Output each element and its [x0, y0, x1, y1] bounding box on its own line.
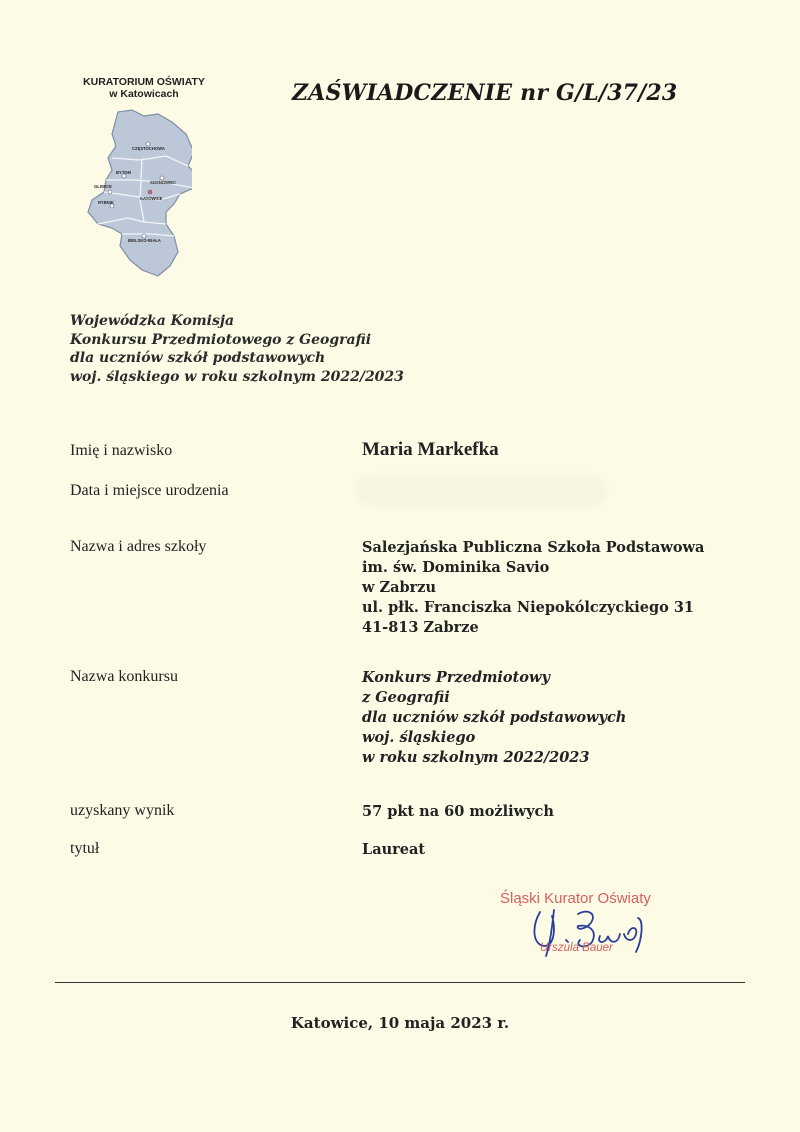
- title-label: tytuł: [70, 840, 100, 857]
- certificate-title: ZAŚWIADCZENIE nr G/L/37/23: [292, 80, 678, 106]
- school-value: [362, 538, 704, 638]
- name-value: Maria Markefka: [362, 439, 499, 460]
- school-line: im. św. Dominika Savio: [362, 559, 550, 576]
- contest-line: w roku szkolnym 2022/2023: [362, 749, 590, 766]
- school-line: Salezjańska Publiczna Szkoła Podstawowa: [362, 539, 705, 556]
- contest-line: woj. śląskiego: [362, 729, 476, 746]
- footer-divider: [55, 982, 745, 983]
- committee-line: Konkursu Przedmiotowego z Geografii: [70, 331, 372, 348]
- school-line: 41-813 Zabrze: [362, 619, 479, 636]
- contest-label: Nazwa konkursu: [70, 668, 178, 685]
- school-line: w Zabrzu: [362, 579, 437, 596]
- city-label: BIELSKO-BIAŁA: [128, 238, 161, 243]
- redacted-birth-value: [356, 476, 606, 506]
- city-label: KATOWICE: [140, 196, 163, 201]
- committee-line: woj. śląskiego w roku szkolnym 2022/2023: [70, 368, 404, 385]
- contest-line: dla uczniów szkół podstawowych: [362, 709, 627, 726]
- place-and-date: Katowice, 10 maja 2023 r.: [290, 1014, 510, 1032]
- city-label: SOSNOWIEC: [150, 180, 177, 185]
- committee-line: Wojewódzka Komisja: [70, 313, 235, 329]
- school-label: Nazwa i adres szkoły: [70, 538, 207, 555]
- committee-line: dla uczniów szkół podstawowych: [70, 350, 326, 366]
- stamp-title: Śląski Kurator Oświaty: [500, 890, 651, 907]
- institution-line-1: KURATORIUM OŚWIATY: [83, 76, 205, 88]
- city-dot: [108, 190, 112, 194]
- score-value: 57 pkt na 60 możliwych: [362, 803, 554, 820]
- title-value: Laureat: [362, 841, 426, 858]
- committee-block: [70, 312, 404, 386]
- institution-name: [60, 76, 228, 100]
- city-label: CZĘSTOCHOWA: [132, 146, 165, 151]
- school-line: ul. płk. Franciszka Niepokólczyckiego 31: [362, 599, 695, 616]
- institution-line-2: w Katowicach: [109, 88, 179, 100]
- city-label: GLIWICE: [94, 184, 112, 189]
- city-label: BYTOM: [116, 170, 132, 175]
- score-label: uzyskany wynik: [70, 802, 175, 819]
- city-label: RYBNIK: [98, 200, 114, 205]
- contest-line: Konkurs Przedmiotowy: [362, 669, 550, 686]
- contest-value: [362, 668, 626, 768]
- contest-line: z Geografii: [362, 689, 450, 706]
- city-dot-capital: [148, 190, 152, 194]
- birth-label: Data i miejsce urodzenia: [70, 482, 229, 499]
- name-label: Imię i nazwisko: [70, 442, 173, 459]
- silesia-map-logo: [82, 100, 192, 280]
- stamp-name: Urszula Bauer: [540, 942, 613, 954]
